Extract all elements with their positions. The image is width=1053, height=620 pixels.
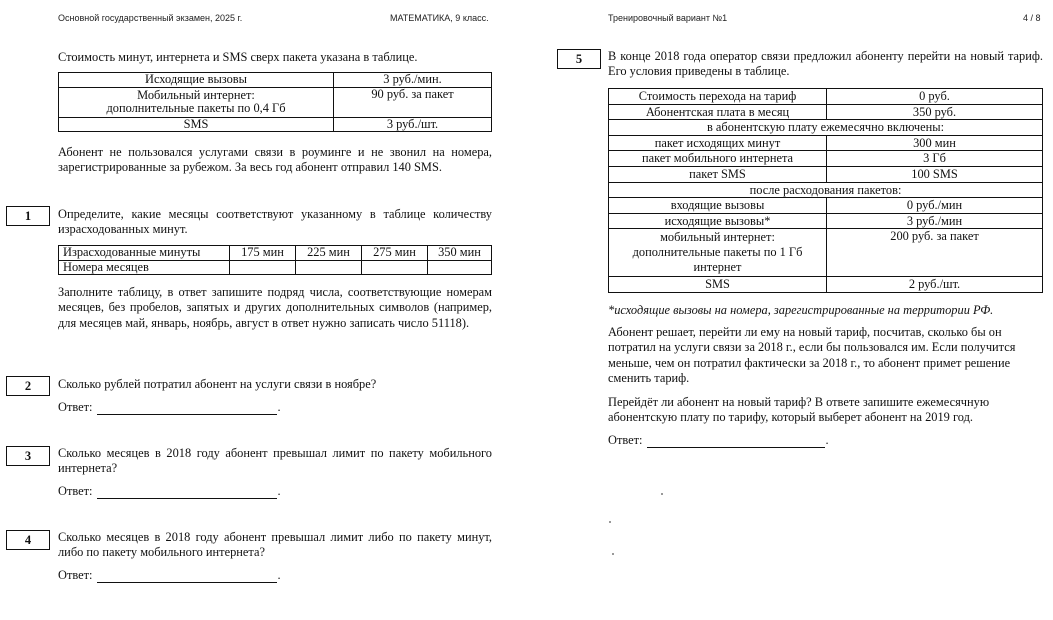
- task-number-box: 2: [6, 376, 50, 396]
- task1-question: Определите, какие месяцы соответствуют указанному в таблице количеству израсходованных минут.: [58, 207, 492, 237]
- table-cell: 275 мин: [362, 246, 428, 261]
- table-row: [609, 229, 1043, 277]
- table-row: [609, 104, 1043, 120]
- task3-answer: [58, 484, 281, 499]
- task5-answer: [608, 433, 829, 448]
- table-cell: 3 руб./шт.: [334, 117, 492, 132]
- table-cell: Исходящие вызовы: [59, 73, 334, 88]
- table-cell: входящие вызовы: [609, 198, 827, 214]
- table-row: [609, 213, 1043, 229]
- table-cell: пакет исходящих минут: [609, 135, 827, 151]
- task-number-box: 4: [6, 530, 50, 550]
- table-cell: Номера месяцев: [59, 260, 230, 275]
- answer-end: .: [277, 568, 281, 582]
- roaming-note: Абонент не пользовался услугами связи в роуминге и не звонил на номера, зарегистрированные за рубежом. За весь год абонент отправил 140 SMS.: [58, 145, 492, 175]
- task-number-box: 5: [557, 49, 601, 69]
- answer-label: Ответ:: [58, 484, 93, 498]
- tariff-table: [608, 88, 1043, 293]
- answer-cell[interactable]: [362, 260, 428, 275]
- task-number-box: 1: [6, 206, 50, 226]
- table-cell: пакет мобильного интернета: [609, 151, 827, 167]
- table-cell: 100 SMS: [827, 166, 1043, 182]
- table-cell: Мобильный интернет: дополнительные пакеты по 0,4 Гб: [59, 87, 334, 117]
- table-cell: 175 мин: [230, 246, 296, 261]
- table-row: [609, 151, 1043, 167]
- table-cell: 225 мин: [296, 246, 362, 261]
- table-row: [609, 182, 1043, 198]
- table-row: [609, 277, 1043, 293]
- answer-input-line[interactable]: [97, 486, 277, 499]
- answer-cell[interactable]: [230, 260, 296, 275]
- month-table: [58, 245, 492, 275]
- answer-input-line[interactable]: [97, 402, 277, 415]
- answer-end: .: [825, 433, 829, 447]
- answer-label: Ответ:: [58, 400, 93, 414]
- answer-end: .: [277, 400, 281, 414]
- table-section-header: после расходования пакетов:: [609, 182, 1043, 198]
- scan-speck: [612, 553, 614, 555]
- table-cell: 300 мин: [827, 135, 1043, 151]
- table-cell: 90 руб. за пакет: [334, 87, 492, 117]
- header-variant: Тренировочный вариант №1: [608, 13, 728, 23]
- answer-cell[interactable]: [428, 260, 492, 275]
- table-row: [59, 73, 492, 88]
- table-cell: 350 мин: [428, 246, 492, 261]
- task-number-box: 3: [6, 446, 50, 466]
- table-cell: 3 руб./мин: [827, 213, 1043, 229]
- table-row: [609, 135, 1043, 151]
- table-row: [609, 89, 1043, 105]
- task3-question: Сколько месяцев в 2018 году абонент превышал лимит по пакету мобильного интернета?: [58, 446, 492, 476]
- scan-speck: [609, 521, 611, 523]
- header-exam-title: Основной государственный экзамен, 2025 г.: [58, 13, 243, 23]
- table-cell: Стоимость перехода на тариф: [609, 89, 827, 105]
- table-row: [59, 246, 492, 261]
- table-cell: 2 руб./шт.: [827, 277, 1043, 293]
- table-cell: Абонентская плата в месяц: [609, 104, 827, 120]
- answer-cell[interactable]: [296, 260, 362, 275]
- table-cell: исходящие вызовы*: [609, 213, 827, 229]
- task4-question: Сколько месяцев в 2018 году абонент превышал лимит либо по пакету минут, либо по пакету мобильного интернета?: [58, 530, 492, 560]
- table-row: [59, 87, 492, 117]
- answer-label: Ответ:: [58, 568, 93, 582]
- table-row: [59, 117, 492, 132]
- task5-decision: Абонент решает, перейти ли ему на новый тариф, посчитав, сколько бы он потратил на услуги связи за 2018 г., если бы пользовался им. Если получится меньше, чем он потратил фактически за 2018 г., то абонент примет решение сменить тариф.: [608, 325, 1016, 385]
- answer-end: .: [277, 484, 281, 498]
- answer-input-line[interactable]: [97, 570, 277, 583]
- table-cell: Израсходованные минуты: [59, 246, 230, 261]
- task1-instruction: Заполните таблицу, в ответ запишите подряд числа, соответствующие номерам месяцев, без пробелов, запятых и других дополнительных символов (например, для месяцев май, январь, ноябрь, август в ответ нужно записать число 51118).: [58, 285, 492, 330]
- table-cell: 0 руб./мин: [827, 198, 1043, 214]
- scan-speck: [661, 493, 663, 495]
- task4-answer: [58, 568, 281, 583]
- task2-question: Сколько рублей потратил абонент на услуги связи в ноябре?: [58, 377, 377, 391]
- table-section-header: в абонентскую плату ежемесячно включены:: [609, 120, 1043, 136]
- table-cell: 3 руб./мин.: [334, 73, 492, 88]
- table-cell: пакет SMS: [609, 166, 827, 182]
- table-row: [609, 120, 1043, 136]
- table-cell: 350 руб.: [827, 104, 1043, 120]
- answer-label: Ответ:: [608, 433, 643, 447]
- table-cell: SMS: [609, 277, 827, 293]
- table-cell: 3 Гб: [827, 151, 1043, 167]
- intro-text: Стоимость минут, интернета и SMS сверх пакета указана в таблице.: [58, 50, 418, 64]
- table-cell: SMS: [59, 117, 334, 132]
- table-cell: 200 руб. за пакет: [827, 229, 1043, 277]
- price-table: [58, 72, 492, 132]
- task5-intro: В конце 2018 года оператор связи предложил абоненту перейти на новый тариф. Его условия приведены в таблице.: [608, 49, 1043, 79]
- table-row: [609, 198, 1043, 214]
- task5-footnote: *исходящие вызовы на номера, зарегистрированные на территории РФ.: [608, 303, 994, 317]
- task5-question: Перейдёт ли абонент на новый тариф? В ответе запишите ежемесячную абонентскую плату по тарифу, который выберет абонент на 2019 год.: [608, 395, 990, 425]
- task2-answer: [58, 400, 281, 415]
- header-subject: МАТЕМАТИКА, 9 класс.: [390, 13, 489, 23]
- table-cell: 0 руб.: [827, 89, 1043, 105]
- table-row: [59, 260, 492, 275]
- answer-input-line[interactable]: [647, 435, 825, 448]
- header-page-number: 4 / 8: [1023, 13, 1041, 23]
- table-row: [609, 166, 1043, 182]
- table-cell: мобильный интернет: дополнительные пакеты по 1 Гб интернет: [609, 229, 827, 277]
